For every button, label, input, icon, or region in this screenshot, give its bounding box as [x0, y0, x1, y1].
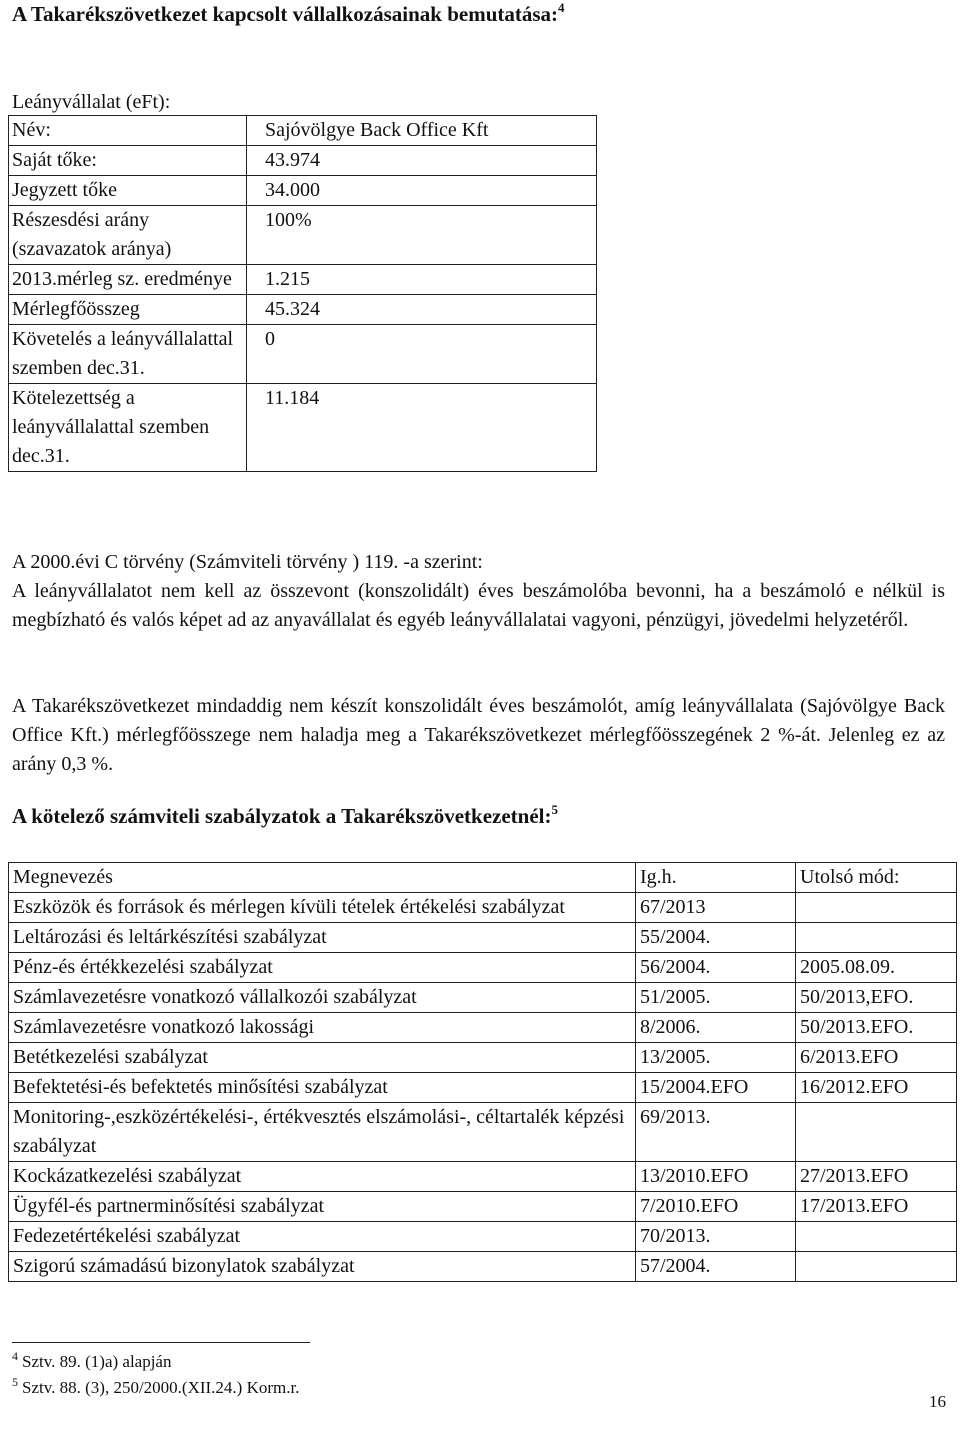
regulation-ref: 13/2005.: [636, 1043, 796, 1073]
subsidiary-value: 100%: [247, 206, 597, 265]
table-row: [9, 384, 597, 472]
table-row: [9, 1162, 957, 1192]
regulation-name: Pénz-és értékkezelési szabályzat: [9, 953, 636, 983]
subsidiary-value: Sajóvölgye Back Office Kft: [247, 116, 597, 146]
regulation-last-modified: [796, 1252, 957, 1282]
regulation-ref: 56/2004.: [636, 953, 796, 983]
table-row: [9, 176, 597, 206]
subsidiary-value: 45.324: [247, 295, 597, 325]
table-row: [9, 1013, 957, 1043]
table-row: [9, 146, 597, 176]
footnote-5: $^5$ Sztv. 88. (3), 250/2000.(XII.24.) Korm.r.: [12, 1375, 300, 1397]
subsidiary-label: Követelés a leányvállalattal szemben dec.31.: [9, 325, 247, 384]
regulation-name: Eszközök és források és mérlegen kívüli tételek értékelési szabályzat: [9, 893, 636, 923]
regulation-name: Fedezetértékelési szabályzat: [9, 1222, 636, 1252]
table-row: [9, 265, 597, 295]
header-modified: Utolsó mód:: [796, 863, 957, 893]
paragraph-consolidation-status: A Takarékszövetkezet mindaddig nem készít konszolidált éves beszámolót, amíg leányvállalata (Sajóvölgye Back Office Kft.) mérlegfőösszege nem haladja meg a Takarékszövetkezet mérlegfőösszegének 2 %-át. Jelenleg ez az arány 0,3 %.: [12, 695, 945, 775]
table-row: [9, 1043, 957, 1073]
regulation-ref: 15/2004.EFO: [636, 1073, 796, 1103]
regulation-last-modified: 50/2013,EFO.: [796, 983, 957, 1013]
footnote-separator: [12, 1342, 310, 1343]
table-row: [9, 295, 597, 325]
subsidiary-value: 11.184: [247, 384, 597, 472]
footnote-ref-5: 5: [551, 802, 558, 817]
subsidiary-value: 34.000: [247, 176, 597, 206]
regulation-ref: 51/2005.: [636, 983, 796, 1013]
paragraph-consolidation-rule: A leányvállalatot nem kell az összevont (konszolidált) éves beszámolóba bevonni, ha a beszámoló e nélkül is megbízható és valós képet ad az anyavállalat és egyéb leányvállalatai vagyoni, pénzügyi, jövedelmi helyzetéről.: [12, 580, 945, 631]
table-row: [9, 206, 597, 265]
regulation-ref: 8/2006.: [636, 1013, 796, 1043]
subsidiary-label: Saját tőke:: [9, 146, 247, 176]
regulation-name: Számlavezetésre vonatkozó lakossági: [9, 1013, 636, 1043]
table-row: [9, 893, 957, 923]
regulation-ref: 69/2013.: [636, 1103, 796, 1162]
regulation-last-modified: [796, 923, 957, 953]
table-row: [9, 953, 957, 983]
header-ref: Ig.h.: [636, 863, 796, 893]
table-row: [9, 325, 597, 384]
regulation-name: Ügyfél-és partnerminősítési szabályzat: [9, 1192, 636, 1222]
regulation-name: Befektetési-és befektetés minősítési szabályzat: [9, 1073, 636, 1103]
regulation-ref: 7/2010.EFO: [636, 1192, 796, 1222]
regulations-table: [8, 862, 957, 1282]
subsidiary-table: [8, 115, 597, 472]
table-row: [9, 1252, 957, 1282]
table-header-row: [9, 863, 957, 893]
subsidiary-caption: Leányvállalat (eFt):: [12, 91, 171, 113]
regulation-name: Szigorú számadású bizonylatok szabályzat: [9, 1252, 636, 1282]
subsidiary-label: Jegyzett tőke: [9, 176, 247, 206]
regulation-last-modified: 50/2013.EFO.: [796, 1013, 957, 1043]
subsidiary-value: 1.215: [247, 265, 597, 295]
table-row: [9, 116, 597, 146]
subsidiary-value: 0: [247, 325, 597, 384]
table-row: [9, 1222, 957, 1252]
law-reference: A 2000.évi C törvény (Számviteli törvény ) 119. -a szerint:: [12, 551, 483, 573]
regulation-last-modified: 2005.08.09.: [796, 953, 957, 983]
regulation-last-modified: [796, 1222, 957, 1252]
subsidiary-label: 2013.mérleg sz. eredménye: [9, 265, 247, 295]
regulation-last-modified: 16/2012.EFO: [796, 1073, 957, 1103]
regulation-last-modified: [796, 893, 957, 923]
regulation-name: Kockázatkezelési szabályzat: [9, 1162, 636, 1192]
subsidiary-label: Mérlegfőösszeg: [9, 295, 247, 325]
section-heading-subsidiaries: A Takarékszövetkezet kapcsolt vállalkozásainak bemutatása:$^4$: [12, 0, 565, 26]
regulation-last-modified: 17/2013.EFO: [796, 1192, 957, 1222]
regulation-ref: 13/2010.EFO: [636, 1162, 796, 1192]
regulation-name: Betétkezelési szabályzat: [9, 1043, 636, 1073]
table-row: [9, 1192, 957, 1222]
subsidiary-label: Részesdési arány (szavazatok aránya): [9, 206, 247, 265]
subsidiary-label: Név:: [9, 116, 247, 146]
table-row: [9, 923, 957, 953]
footnote-ref-4: 4: [558, 0, 565, 15]
regulation-name: Számlavezetésre vonatkozó vállalkozói szabályzat: [9, 983, 636, 1013]
regulation-ref: 57/2004.: [636, 1252, 796, 1282]
regulation-ref: 55/2004.: [636, 923, 796, 953]
header-name: Megnevezés: [9, 863, 636, 893]
regulation-last-modified: 6/2013.EFO: [796, 1043, 957, 1073]
regulation-last-modified: [796, 1103, 957, 1162]
subsidiary-label: Kötelezettség a leányvállalattal szemben dec.31.: [9, 384, 247, 472]
regulation-name: Leltározási és leltárkészítési szabályzat: [9, 923, 636, 953]
table-row: [9, 1073, 957, 1103]
subsidiary-value: 43.974: [247, 146, 597, 176]
regulation-last-modified: 27/2013.EFO: [796, 1162, 957, 1192]
footnote-4: $^4$ Sztv. 89. (1)a) alapján: [12, 1349, 172, 1371]
regulation-name: Monitoring-,eszközértékelési-, értékvesztés elszámolási-, céltartalék képzési szabályzat: [9, 1103, 636, 1162]
table-row: [9, 1103, 957, 1162]
table-row: [9, 983, 957, 1013]
page-number: 16: [929, 1392, 946, 1411]
section-heading-regulations: A kötelező számviteli szabályzatok a Takarékszövetkezetnél:$^5$: [12, 802, 558, 828]
regulation-ref: 70/2013.: [636, 1222, 796, 1252]
regulation-ref: 67/2013: [636, 893, 796, 923]
